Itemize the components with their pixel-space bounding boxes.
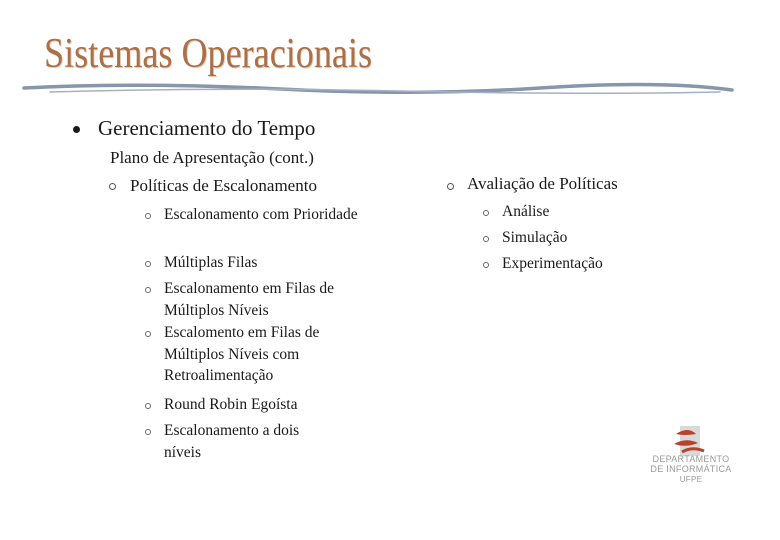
list-item: Escalonamento com Prioridade <box>164 206 358 223</box>
section-heading: Gerenciamento do Tempo <box>98 116 316 140</box>
bullet-icon <box>145 429 151 435</box>
logo-line-3: UFPE <box>679 475 703 484</box>
right-heading: Avaliação de Políticas <box>467 174 618 193</box>
list-item: Escalomento em Filas de Múltiplos Níveis com Retroalimentação <box>164 324 320 384</box>
slide-title: Sistemas Operacionais <box>44 31 373 77</box>
subsection-heading: Plano de Apresentação (cont.) <box>110 148 314 167</box>
logo-line-2: DE INFORMÁTICA <box>650 464 732 474</box>
bullet-icon <box>109 183 116 190</box>
bullet-icon <box>145 403 151 409</box>
list-item: Escalonamento em Filas de Múltiplos Níveis <box>164 280 335 319</box>
bullet-icon <box>145 261 151 267</box>
logo-line-1: DEPARTAMENTO <box>652 454 730 464</box>
bullet-icon <box>73 126 80 133</box>
list-item: Escalonamento a dois níveis <box>164 422 300 461</box>
list-item: Múltiplas Filas <box>164 254 258 271</box>
list-item: Experimentação <box>502 255 603 272</box>
title-underline <box>20 80 736 100</box>
bullet-icon <box>483 262 489 268</box>
department-logo-icon <box>666 424 716 458</box>
bullet-icon <box>483 236 489 242</box>
bullet-icon <box>145 213 151 219</box>
left-heading: Políticas de Escalonamento <box>130 176 317 195</box>
bullet-icon <box>483 210 489 216</box>
list-item: Análise <box>502 203 550 220</box>
list-item: Round Robin Egoísta <box>164 396 298 413</box>
bullet-icon <box>145 287 151 293</box>
bullet-icon <box>447 183 454 190</box>
list-item: Simulação <box>502 229 568 246</box>
bullet-icon <box>145 331 151 337</box>
